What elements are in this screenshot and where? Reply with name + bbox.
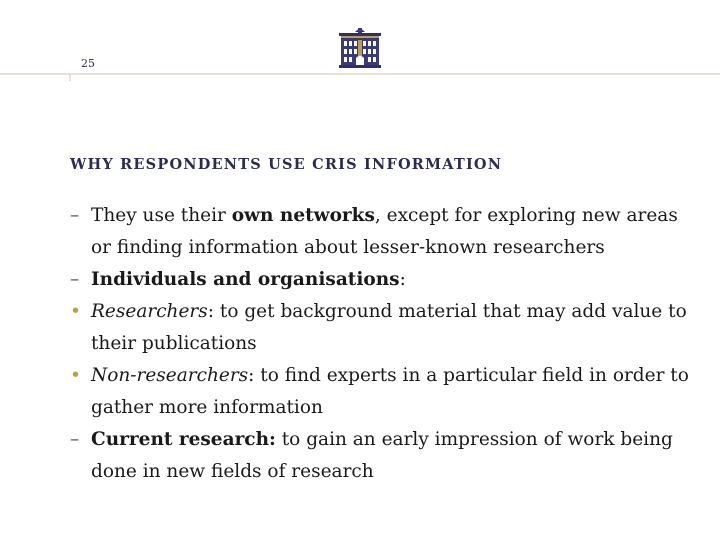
- item-text: : to find experts in a particular field in order to gather more information: [91, 365, 689, 418]
- item-text: :: [399, 269, 406, 290]
- list-item: [70, 424, 690, 488]
- item-text: : to get background material that may add value to their publications: [91, 301, 687, 354]
- list-item: [70, 360, 690, 424]
- page-number: 25: [81, 57, 95, 70]
- list-item: [70, 296, 690, 360]
- list-item: [70, 200, 690, 264]
- header-tick: [69, 73, 71, 81]
- dot-marker: •: [70, 301, 81, 322]
- item-italic-text: Non-researchers: [91, 365, 249, 386]
- university-building-logo-icon: [337, 24, 383, 70]
- item-bold-text: Current research:: [91, 429, 276, 450]
- list-item: [70, 264, 690, 296]
- item-text: to gain an early impression of work being done in new fields of research: [91, 429, 673, 482]
- dash-marker: –: [70, 205, 80, 226]
- bullet-list: [70, 200, 690, 488]
- item-text: They use their: [91, 205, 232, 226]
- item-italic-text: Researchers: [91, 301, 208, 322]
- item-bold-text: own networks: [231, 205, 375, 226]
- slide-title: WHY RESPONDENTS USE CRIS INFORMATION: [70, 156, 503, 173]
- item-bold-text: Individuals and organisations: [91, 269, 400, 290]
- item-text: , except for exploring new areas or finding information about lesser-known researchers: [91, 205, 678, 258]
- dash-marker: –: [70, 269, 80, 290]
- header-rule: [0, 73, 720, 75]
- dot-marker: •: [70, 365, 81, 386]
- dash-marker: –: [70, 429, 80, 450]
